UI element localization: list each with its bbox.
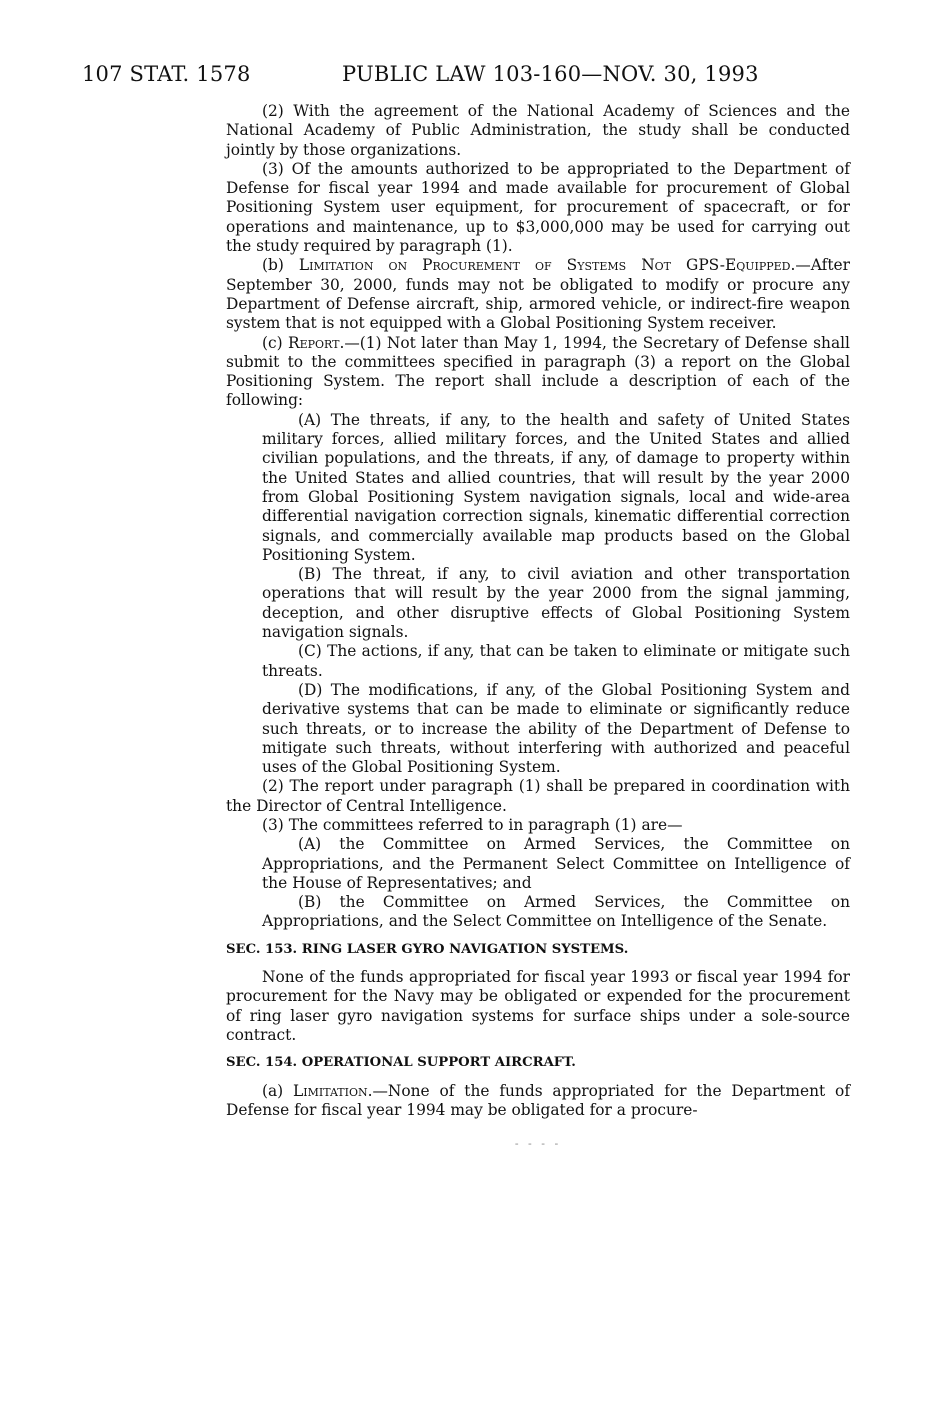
subsection-b: (b) Limitation on Procurement of Systems Not GPS-Equipped.—After September 30, 2000, funds may not be obligated to modify or procure any Department of Defense aircraft, ship, armored vehicle, or indirect-fire weapon system that is not equipped with a Global Positioning System receiver. xyxy=(226,256,850,333)
section-154-heading: Limitation. xyxy=(293,1081,373,1100)
clause-c1a: (A) The threats, if any, to the health and safety of United States military forces, allied military forces, and the United States and allied civilian populations, and the threats, if any, of damage to property within the United States and allied countries, that will result by the year 2000 from Global Positioning System navigation signals, local and wide-area differential navigation correction signals, kinematic differential correction signals, and commercially available map products based on the Global Positioning System. xyxy=(262,410,850,564)
clause-c1b: (B) The threat, if any, to civil aviation and other transportation operations that will result by the year 2000 from the signal jamming, deception, and other disruptive effects of Global Positioning System navigation signals. xyxy=(262,565,850,642)
public-law-citation: PUBLIC LAW 103-160—NOV. 30, 1993 xyxy=(342,62,759,86)
section-153-text: None of the funds appropriated for fiscal year 1993 or fiscal year 1994 for procurement for the Navy may be obligated or expended for the procurement of ring laser gyro navigation systems for surface ships under a sole-source contract. xyxy=(226,968,850,1044)
statute-page-number: 107 STAT. 1578 xyxy=(82,62,251,86)
paragraph-c3: (3) The committees referred to in paragraph (1) are— xyxy=(262,815,683,834)
section-153-title: SEC. 153. RING LASER GYRO NAVIGATION SYSTEMS. xyxy=(226,941,629,957)
footer-mark: - - - - xyxy=(514,1137,562,1151)
clause-c3a: (A) the Committee on Armed Services, the Committee on Appropriations, and the Permanent Select Committee on Intelligence of the House of Representatives; and xyxy=(262,835,850,892)
section-154-text: (a) Limitation.—None of the funds appropriated for the Department of Defense for fiscal year 1994 may be obligated for a procure- xyxy=(226,1081,851,1119)
clause-c1d: (D) The modifications, if any, of the Global Positioning System and derivative systems that can be made to eliminate or significantly reduce such threats, or to increase the ability of the Department of Defense to mitigate such threats, without interfering with authorized and peaceful uses of the Global Positioning System. xyxy=(262,680,850,777)
clause-c1c: (C) The actions, if any, that can be taken to eliminate or mitigate such threats. xyxy=(262,642,850,680)
page-header xyxy=(82,62,862,92)
subsection-c: (c) Report.—(1) Not later than May 1, 1994, the Secretary of Defense shall submit to the committees specified in paragraph (3) a report on the Global Positioning System. The report shall include a description of each of the following: xyxy=(226,333,850,410)
subsection-b-heading: Limitation on Procurement of Systems Not GPS-Equipped. xyxy=(298,256,796,275)
section-154-title: SEC. 154. OPERATIONAL SUPPORT AIRCRAFT. xyxy=(226,1055,576,1071)
subsection-c-heading: Report. xyxy=(287,333,345,352)
paragraph-a3: (3) Of the amounts authorized to be appropriated to the Department of Defense for fiscal year 1994 and made available for procurement of Global Positioning System user equipment, for procurement of spacecraft, or for operations and maintenance, up to $3,000,000 may be used for carrying out the study required by paragraph (1). xyxy=(226,159,850,256)
document-body xyxy=(226,102,850,1153)
paragraph-a2: (2) With the agreement of the National Academy of Sciences and the National Academy of Public Administration, the study shall be conducted jointly by those organizations. xyxy=(226,102,850,159)
clause-c3b: (B) the Committee on Armed Services, the Committee on Appropriations, and the Select Committee on Intelligence of the Senate. xyxy=(262,893,850,931)
paragraph-c2: (2) The report under paragraph (1) shall be prepared in coordination with the Director of Central Intelligence. xyxy=(226,777,850,815)
